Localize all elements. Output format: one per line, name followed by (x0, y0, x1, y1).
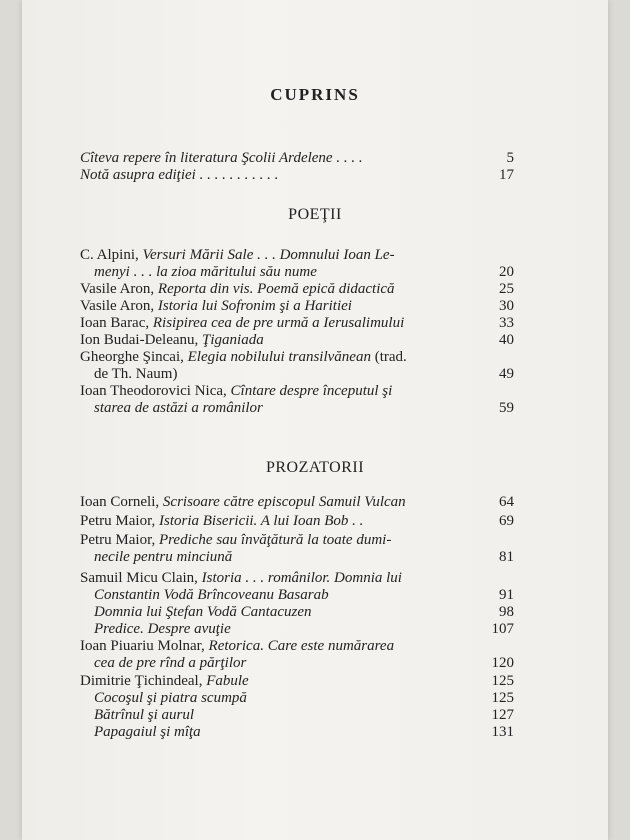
section-heading-prose: PROZATORII (265, 459, 365, 476)
page-number: 25 (499, 281, 514, 297)
page-number: 5 (506, 150, 514, 166)
toc-entry-poet-6: Gheorghe Şincai, Elegia nobilului transilvănean (trad. de Th. Naum) (80, 349, 407, 382)
toc-entry-prose-11: Papagaiul şi mîţa (94, 724, 201, 740)
page-number: 20 (499, 264, 514, 280)
page-number: 30 (499, 298, 514, 314)
page-number: 69 (499, 513, 514, 529)
toc-entry-prose-4: Samuil Micu Clain, Istoria . . . românilor. Domnia lui Constantin Vodă Brîncoveanu Basarab (80, 570, 402, 603)
page-title: CUPRINS (270, 85, 360, 104)
toc-entry-prose-6: Predice. Despre avuţie (94, 621, 231, 637)
page-number: 125 (491, 673, 514, 689)
toc-entry-prose-9: Cocoşul şi piatra scumpă (94, 690, 247, 706)
section-heading-poets: POEŢII (288, 206, 342, 223)
page-number: 64 (499, 494, 514, 510)
page-number: 120 (491, 655, 514, 671)
toc-entry-intro-2: Notă asupra ediţiei . . . . . . . . . . . (80, 167, 279, 183)
page-number: 40 (499, 332, 514, 348)
page-number: 17 (499, 167, 514, 183)
toc-entry-prose-2: Petru Maior, Istoria Bisericii. A lui Ioan Bob . . (80, 513, 364, 529)
toc-entry-prose-7: Ioan Piuariu Molnar, Retorica. Care este numărarea cea de pre rînd a părţilor (80, 638, 395, 671)
page-number: 131 (491, 724, 514, 740)
toc-entry-poet-2: Vasile Aron, Reporta din vis. Poemă epică didactică (80, 281, 395, 297)
page-number: 127 (491, 707, 514, 723)
toc-entry-prose-10: Bătrînul şi aurul (94, 707, 195, 723)
toc-entry-prose-5: Domnia lui Ştefan Vodă Cantacuzen (94, 604, 312, 620)
toc-entry-prose-3: Petru Maior, Prediche sau învăţătură la toate dumi- necile pentru minciună (80, 532, 392, 565)
page-number: 125 (491, 690, 514, 706)
page-number: 107 (491, 621, 514, 637)
toc-entry-prose-1: Ioan Corneli, Scrisoare către episcopul Samuil Vulcan (80, 494, 406, 510)
page-number: 59 (499, 400, 514, 416)
toc-entry-prose-8: Dimitrie Ţichindeal, Fabule (80, 673, 249, 689)
toc-entry-intro-1: Cîteva repere în literatura Şcolii Ardelene . . . . (80, 150, 363, 166)
toc-entry-poet-7: Ioan Theodorovici Nica, Cîntare despre începutul şi starea de astăzi a românilor (80, 383, 393, 416)
page-number: 81 (499, 549, 514, 565)
toc-entry-poet-4: Ioan Barac, Risipirea cea de pre urmă a Ierusalimului (80, 315, 405, 331)
toc-entry-poet-1: C. Alpini, Versuri Mării Sale . . . Domnului Ioan Le- menyi . . . la zioa măritului său nume (80, 247, 395, 280)
toc-entry-poet-5: Ion Budai-Deleanu, Ţiganiada (80, 332, 264, 348)
toc-entry-poet-3: Vasile Aron, Istoria lui Sofronim şi a Haritiei (80, 298, 352, 314)
page-number: 98 (499, 604, 514, 620)
page-number: 49 (499, 366, 514, 382)
page-number: 91 (499, 587, 514, 603)
page-number: 33 (499, 315, 514, 331)
